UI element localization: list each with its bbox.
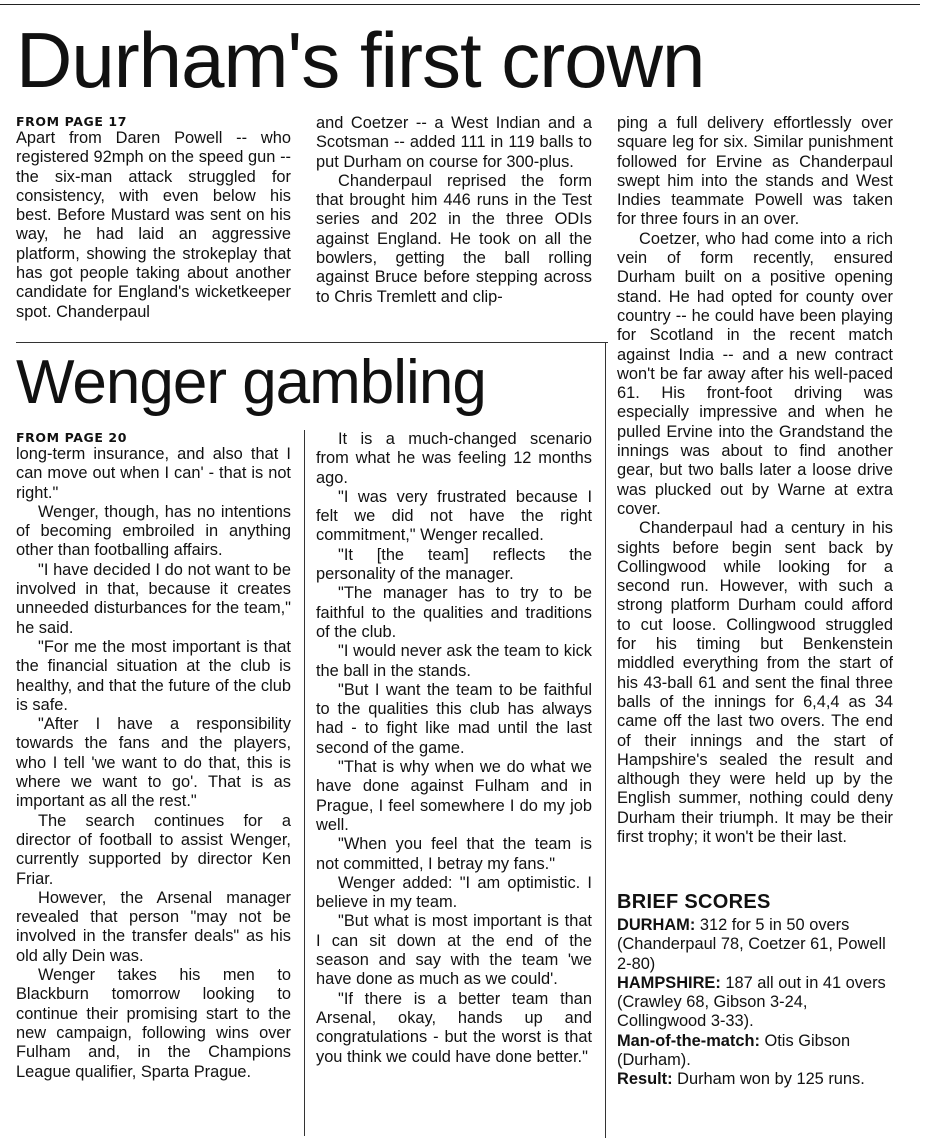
wenger-col2-paragraph: "I would never ask the team to kick the ball in the stands. bbox=[316, 642, 592, 680]
wenger-col2-paragraph: "The manager has to try to be faithful to the qualities and traditions of the club. bbox=[316, 584, 592, 641]
wenger-col2-paragraph: "I was very frustrated because I felt we did not have the right commitment," Wenger recalled. bbox=[316, 487, 592, 545]
column-rule-middle bbox=[304, 430, 305, 1136]
durham-column-2 bbox=[316, 114, 592, 330]
score-result bbox=[617, 1070, 893, 1089]
durham-col2-paragraph-2: Chanderpaul reprised the form that brought him 446 runs in the Test series and 202 in the three ODIs against England. He took on all the bowlers, getting the ball rolling against Bruce before stepping across to Chris Tremlett and clip- bbox=[316, 171, 592, 306]
durham-col3-paragraph-1: ping a full delivery effortlessly over square leg for six. Similar punishment followed for Ervine as Chanderpaul swept him into the stands and West Indies teammate Powell was taken for three fours in an over. bbox=[617, 114, 893, 229]
wenger-column-2 bbox=[316, 430, 592, 1136]
wenger-col1-paragraph: long-term insurance, and also that I can move out when I can' - that is not right." bbox=[16, 445, 291, 502]
wenger-col2-paragraph: "That is why when we do what we have done against Fulham and in Prague, I feel somewhere I do my job well. bbox=[316, 758, 592, 834]
wenger-col2-paragraph: "It [the team] reflects the personality of the manager. bbox=[316, 545, 592, 584]
wenger-col2-paragraph: "When you feel that the team is not committed, I betray my fans." bbox=[316, 835, 592, 873]
score-motm bbox=[617, 1032, 893, 1071]
score-result-text: Durham won by 125 runs. bbox=[672, 1070, 865, 1089]
durham-column-3 bbox=[617, 114, 893, 884]
wenger-col1-paragraph: Wenger takes his men to Blackburn tomorrow looking to continue their promising start to the new campaign, following wins over Fulham and, in the Champions League qualifier, Sparta Prague. bbox=[16, 966, 291, 1081]
wenger-col2-paragraph: It is a much-changed scenario from what he was feeling 12 months ago. bbox=[316, 430, 592, 487]
kicker-from-page-17: FROM PAGE 17 bbox=[16, 114, 128, 129]
wenger-col1-paragraph: The search continues for a director of football to assist Wenger, currently supported by director Ken Friar. bbox=[16, 811, 291, 888]
score-hampshire bbox=[617, 974, 893, 1032]
score-durham-label: DURHAM: bbox=[617, 916, 696, 934]
durham-col3-paragraph-2: Coetzer, who had come into a rich vein of form recently, ensured Durham built on a positive opening stand. He had opted for county over country -- he could have been playing for Scotland in the recent match against India -- and a new contract won't be far away after his well-paced 61. His front-foot driving was especially impressive and when he pulled Ervine into the Grandstand the innings was about to find another gear, but two balls later a loose drive was plucked out by Warne at extra cover. bbox=[617, 229, 893, 518]
wenger-col2-paragraph: "But what is most important is that I can sit down at the end of the season and say with the team 'we have done as much as we could'. bbox=[316, 912, 592, 989]
score-result-label: Result: bbox=[617, 1070, 673, 1089]
score-durham-text: 312 for 5 in 50 overs (Chanderpaul 78, Coetzer 61, Powell 2-80) bbox=[617, 916, 886, 973]
wenger-col2-paragraph: "But I want the team to be faithful to the qualities this club has always had - to fight like mad until the last second of the game. bbox=[316, 680, 592, 757]
wenger-col1-paragraph: Wenger, though, has no intentions of becoming embroiled in anything other than footballing affairs. bbox=[16, 502, 291, 560]
durham-col3-paragraph-3: Chanderpaul had a century in his sights before begin sent back by Collingwood while looking for a second run. However, with such a strong platform Durham could afford to cut loose. Collingwood struggled for his timing but Benkenstein middled everything from the start of his 43-ball 61 and sent the final three balls of the innings for 6,4,4 as 34 came off the last two overs. The end of their innings and the start of Hampshire's sealed the result and although they were held up by the English summer, nothing could deny Durham their triumph. It may be their first trophy; it won't be their last. bbox=[617, 519, 893, 846]
headline-durham: Durham's first crown bbox=[16, 16, 705, 104]
score-hampshire-label: HAMPSHIRE: bbox=[617, 973, 721, 992]
headline-wenger: Wenger gambling bbox=[16, 348, 486, 417]
wenger-col1-paragraph: "I have decided I do not want to be involved in that, because it creates unneeded disturbances for the team," he said. bbox=[16, 560, 291, 637]
wenger-col1-paragraph: "For me the most important is that the financial situation at the club is healthy, and that the future of the club is safe. bbox=[16, 637, 291, 714]
score-hampshire-text: 187 all out in 41 overs (Crawley 68, Gibson 3-24, Collingwood 3-33). bbox=[617, 973, 886, 1031]
wenger-col1-paragraph: "After I have a responsibility towards the fans and the players, who I tell 'we want to do that, this is where we want to go'. That is as important as all the rest." bbox=[16, 715, 291, 811]
brief-scores bbox=[617, 884, 893, 1104]
brief-scores-title: BRIEF SCORES bbox=[617, 891, 771, 913]
wenger-col2-paragraph: Wenger added: "I am optimistic. I believe in my team. bbox=[316, 873, 592, 912]
wenger-col1-paragraph: However, the Arsenal manager revealed that person "may not be involved in the transfer deals" as his old ally Dein was. bbox=[16, 888, 291, 965]
score-motm-text: Otis Gibson (Durham). bbox=[617, 1031, 851, 1070]
score-motm-label: Man-of-the-match: bbox=[617, 1031, 760, 1050]
durham-col1-paragraph: Apart from Daren Powell -- who registered 92mph on the speed gun -- the six-man attack struggled for consistency, with even below his best. Before Mustard was sent on his way, he had laid an aggressive platform, showing the strokeplay that has got people taking about another candidate for England's wicketkeeper spot. Chanderpaul bbox=[16, 129, 291, 321]
durham-col2-paragraph-1: and Coetzer -- a West Indian and a Scotsman -- added 111 in 119 balls to put Durham on course for 300-plus. bbox=[316, 114, 592, 171]
wenger-column-1 bbox=[16, 430, 291, 1136]
story-divider-rule bbox=[16, 342, 608, 343]
wenger-col2-paragraph: "If there is a better team than Arsenal, okay, hands up and congratulations - but the worst is that you think we could have done better." bbox=[316, 989, 592, 1066]
durham-column-1 bbox=[16, 114, 291, 328]
kicker-from-page-20: FROM PAGE 20 bbox=[16, 430, 128, 445]
column-rule-right bbox=[605, 342, 606, 1138]
score-durham bbox=[617, 916, 893, 974]
top-rule bbox=[0, 4, 920, 5]
